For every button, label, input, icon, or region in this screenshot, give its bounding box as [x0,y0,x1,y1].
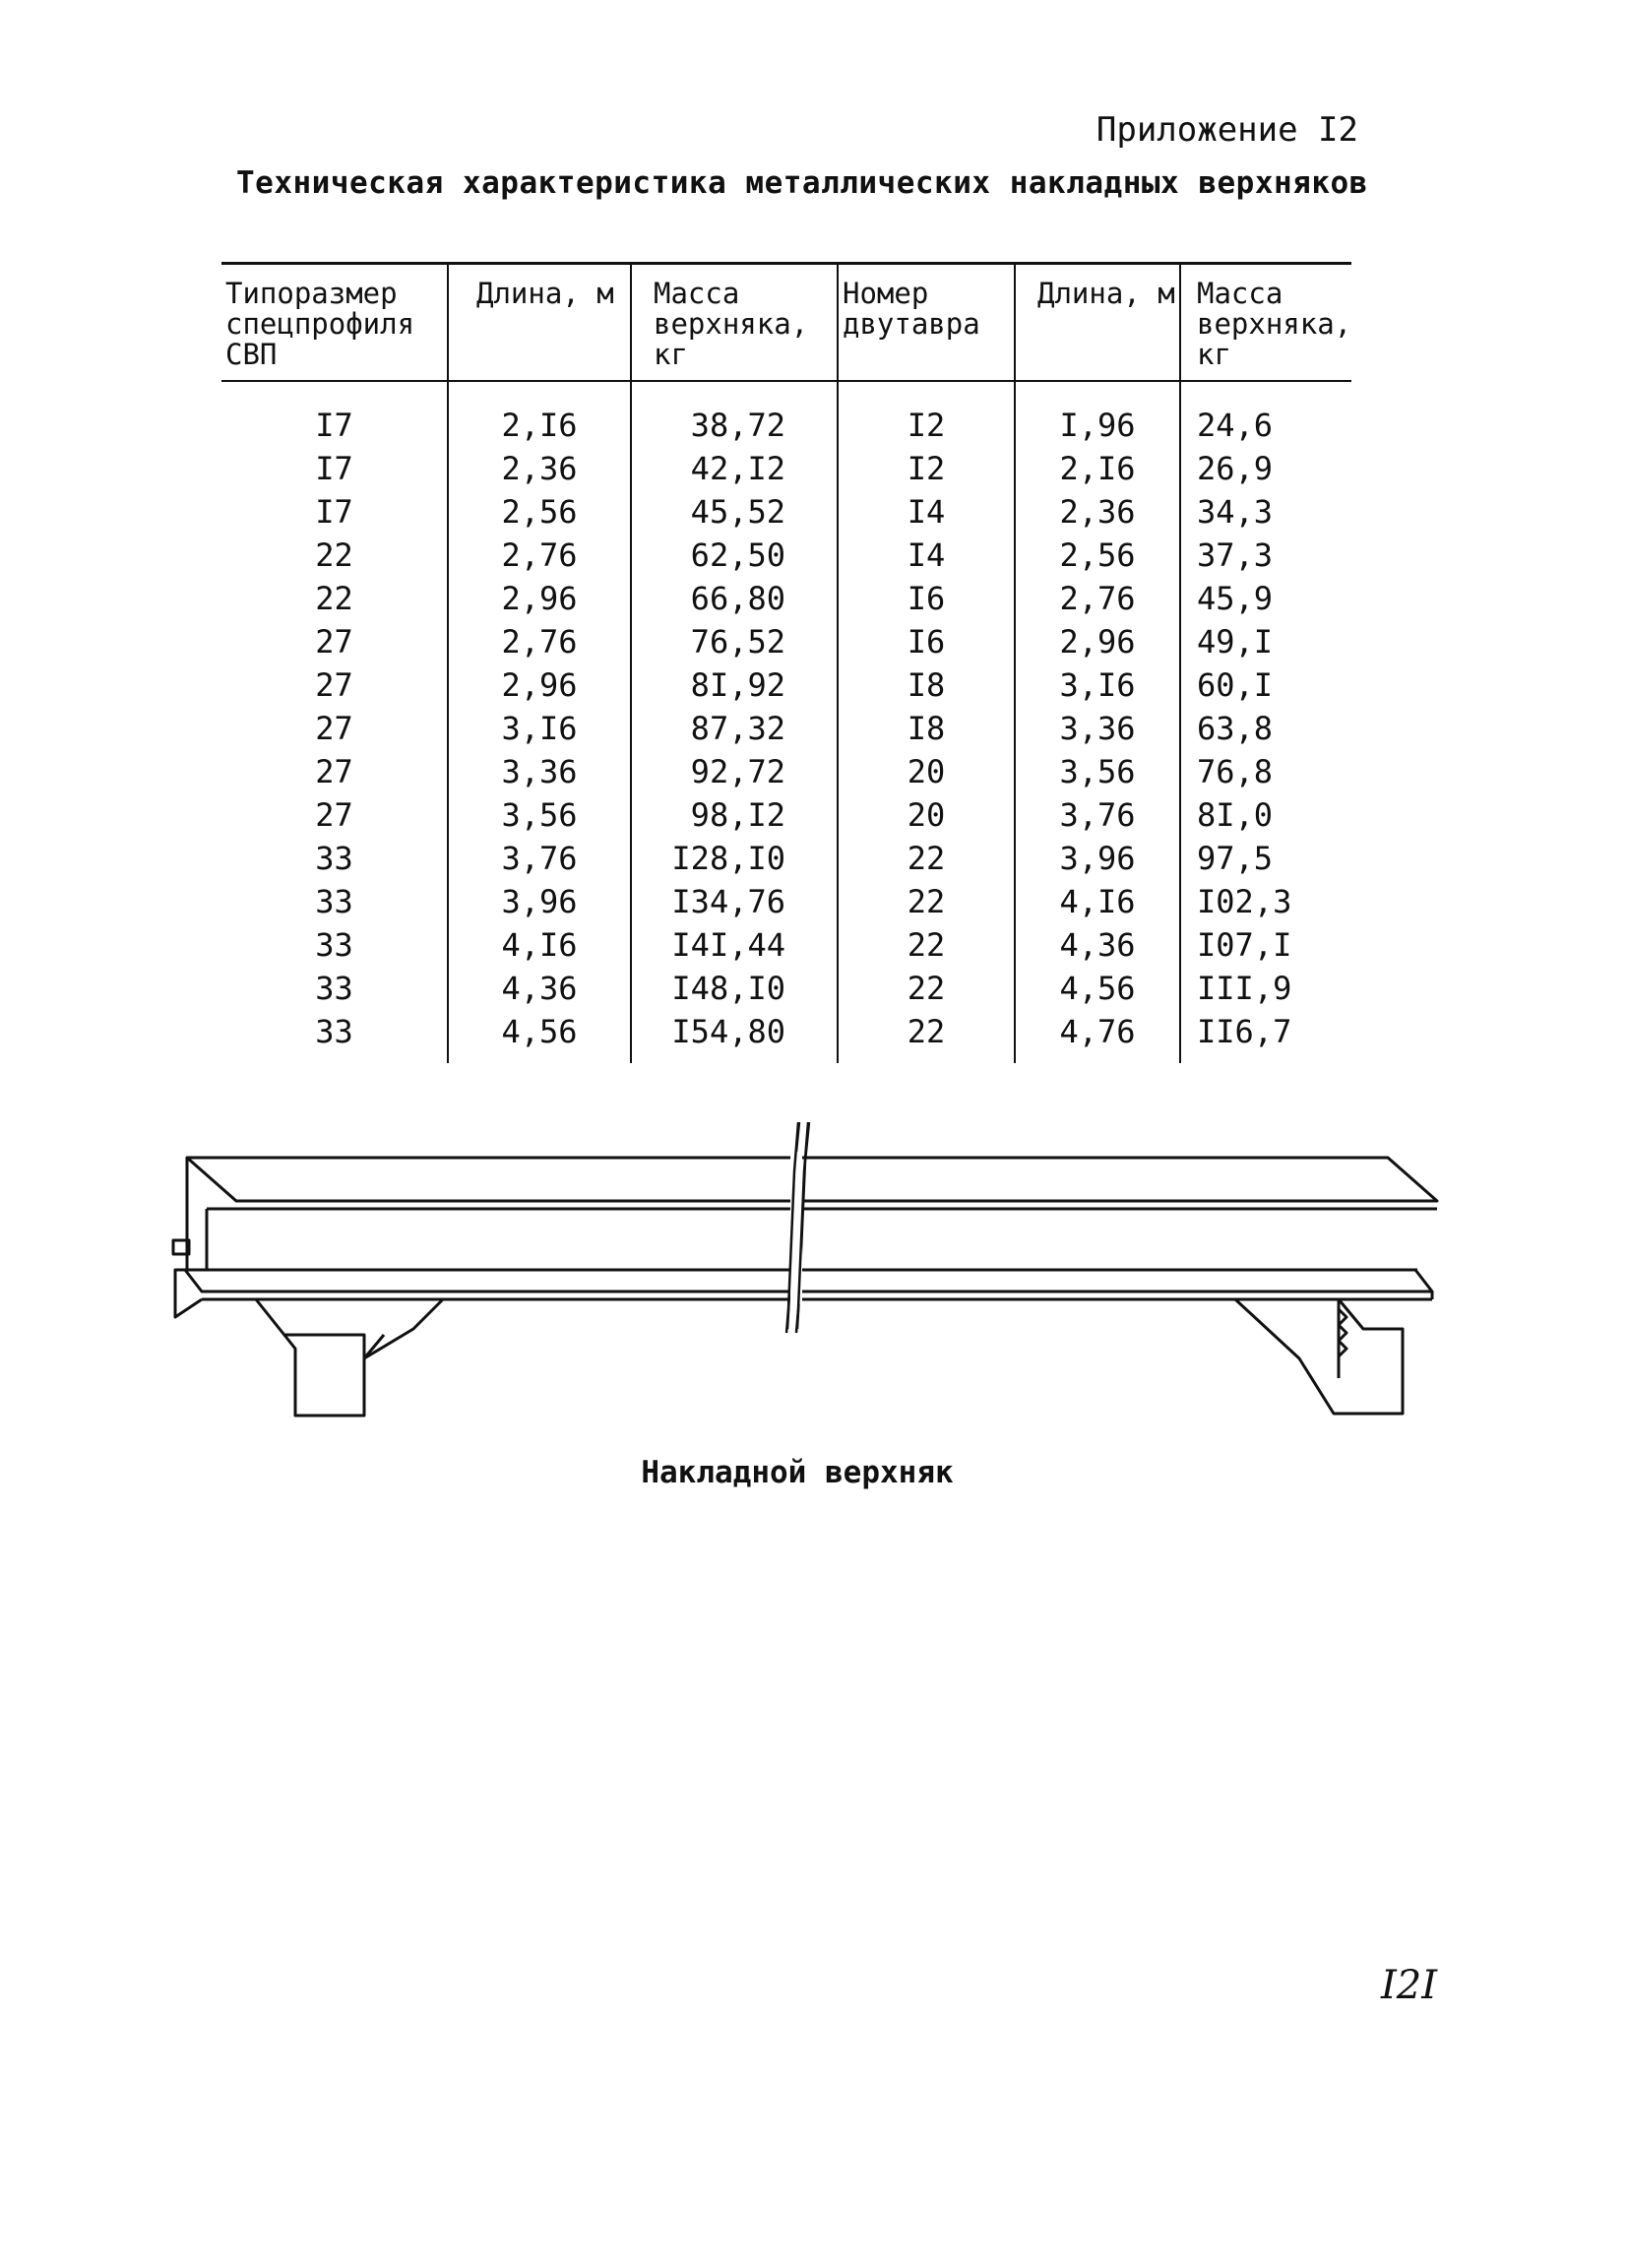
cell-length-1: 4,36 [448,967,631,1010]
cell-mass-1: I28,I0 [631,837,838,880]
beam-end-plate [175,1158,202,1317]
cell-length-1: 2,56 [448,490,631,534]
cell-mass-1: I34,76 [631,880,838,923]
table-row [221,620,1351,663]
cell-mass-2: III,9 [1180,967,1351,1010]
cell-length-1: 2,76 [448,620,631,663]
table-row [221,447,1351,490]
cell-profile: 33 [315,840,353,877]
cell-length-2: 3,76 [1015,793,1180,837]
cell-beam-number: I8 [838,663,1015,707]
cell-length-2: 2,96 [1015,620,1180,663]
cell-profile: 27 [315,753,353,790]
page-title: Техническая характеристика металлических накладных верхняков [236,165,1368,201]
appendix-label: Приложение I2 [1096,110,1358,150]
cell-profile: I7 [315,493,353,531]
cell-mass-1: 76,52 [631,620,838,663]
cell-mass-2: I02,3 [1180,880,1351,923]
cell-length-2: 4,76 [1015,1010,1180,1063]
cell-length-2: 3,36 [1015,707,1180,750]
cell-profile: 27 [315,666,353,704]
left-support-foot [256,1299,443,1416]
table-row [221,663,1351,707]
cell-profile: I7 [315,407,353,444]
cell-length-2: 3,96 [1015,837,1180,880]
cell-beam-number: I8 [838,707,1015,750]
cell-mass-2: 34,3 [1180,490,1351,534]
cell-length-1: 2,36 [448,447,631,490]
cell-length-1: 2,76 [448,534,631,577]
cell-profile: 27 [315,710,353,747]
cell-beam-number: 22 [838,967,1015,1010]
specification-table [221,262,1351,1063]
cell-mass-1: 38,72 [631,381,838,447]
cell-mass-2: 37,3 [1180,534,1351,577]
cell-beam-number: I6 [838,577,1015,620]
cell-mass-1: 8I,92 [631,663,838,707]
cell-beam-number: 20 [838,750,1015,793]
cell-beam-number: 20 [838,793,1015,837]
cell-length-2: 2,56 [1015,534,1180,577]
cell-length-1: 2,96 [448,577,631,620]
col-header-length-2: Длина, м [1015,264,1180,382]
cell-mass-1: 92,72 [631,750,838,793]
cell-mass-2: 49,I [1180,620,1351,663]
cell-mass-1: 98,I2 [631,793,838,837]
col-header-beam-number: Номер двутавра [838,264,1015,382]
cell-mass-1: 66,80 [631,577,838,620]
cell-length-2: 2,36 [1015,490,1180,534]
table-row [221,381,1351,447]
cell-beam-number: I2 [838,381,1015,447]
cell-mass-2: 60,I [1180,663,1351,707]
beam-bottom-flange [185,1270,1432,1292]
cell-beam-number: I2 [838,447,1015,490]
col-header-length-1: Длина, м [448,264,631,382]
cell-profile: I7 [315,450,353,487]
table-row [221,490,1351,534]
cell-length-1: 2,96 [448,663,631,707]
cell-length-1: 3,96 [448,880,631,923]
cell-mass-1: 42,I2 [631,447,838,490]
cell-beam-number: 22 [838,923,1015,967]
table-row [221,923,1351,967]
page-number: I2I [1380,1963,1437,2008]
cell-mass-1: I48,I0 [631,967,838,1010]
cell-mass-2: 97,5 [1180,837,1351,880]
cell-length-1: 3,56 [448,793,631,837]
cell-beam-number: 22 [838,880,1015,923]
cell-length-2: 2,76 [1015,577,1180,620]
cell-length-1: 4,I6 [448,923,631,967]
cell-beam-number: I4 [838,490,1015,534]
cell-profile: 22 [315,580,353,617]
cell-beam-number: I6 [838,620,1015,663]
cell-profile: 33 [315,926,353,964]
cell-length-2: 3,I6 [1015,663,1180,707]
cell-profile: 22 [315,536,353,574]
col-header-profile: Типоразмер спецпрофиля СВП [221,264,448,382]
col-header-mass-1: Масса верхняка, кг [631,264,838,382]
table-row [221,880,1351,923]
cell-length-1: 3,76 [448,837,631,880]
cell-length-2: 4,56 [1015,967,1180,1010]
cell-profile: 33 [315,883,353,920]
cell-profile: 27 [315,623,353,661]
cell-length-2: 3,56 [1015,750,1180,793]
cell-profile: 33 [315,970,353,1007]
cell-mass-2: 24,6 [1180,381,1351,447]
beam-top-flange [187,1158,1437,1201]
cell-mass-1: 62,50 [631,534,838,577]
cell-mass-1: 45,52 [631,490,838,534]
cell-mass-2: 8I,0 [1180,793,1351,837]
cell-mass-2: 76,8 [1180,750,1351,793]
cell-length-1: 3,I6 [448,707,631,750]
table-row [221,837,1351,880]
cell-profile: 33 [315,1013,353,1050]
cell-length-1: 3,36 [448,750,631,793]
cell-mass-2: II6,7 [1180,1010,1351,1063]
cell-length-2: 4,36 [1015,923,1180,967]
col-header-mass-2: Масса верхняка, кг [1180,264,1351,382]
table-row [221,793,1351,837]
cell-length-2: 2,I6 [1015,447,1180,490]
cell-length-2: 4,I6 [1015,880,1180,923]
table-row [221,577,1351,620]
cell-mass-1: 87,32 [631,707,838,750]
right-support-foot [1235,1299,1403,1414]
table-body [221,381,1351,1063]
cell-mass-2: 26,9 [1180,447,1351,490]
table-row [221,1010,1351,1063]
table-row [221,750,1351,793]
cell-mass-1: I54,80 [631,1010,838,1063]
cell-length-1: 4,56 [448,1010,631,1063]
table-row [221,707,1351,750]
cell-beam-number: I4 [838,534,1015,577]
cell-beam-number: 22 [838,1010,1015,1063]
cell-length-2: I,96 [1015,381,1180,447]
cell-mass-1: I4I,44 [631,923,838,967]
cell-mass-2: 63,8 [1180,707,1351,750]
cell-mass-2: I07,I [1180,923,1351,967]
table-row [221,967,1351,1010]
cell-mass-2: 45,9 [1180,577,1351,620]
table-row [221,534,1351,577]
cell-length-1: 2,I6 [448,381,631,447]
table-header-row [221,264,1351,382]
cell-profile: 27 [315,796,353,834]
cell-beam-number: 22 [838,837,1015,880]
figure-caption: Накладной верхняк [641,1455,954,1490]
beam-drawing [167,1122,1457,1457]
